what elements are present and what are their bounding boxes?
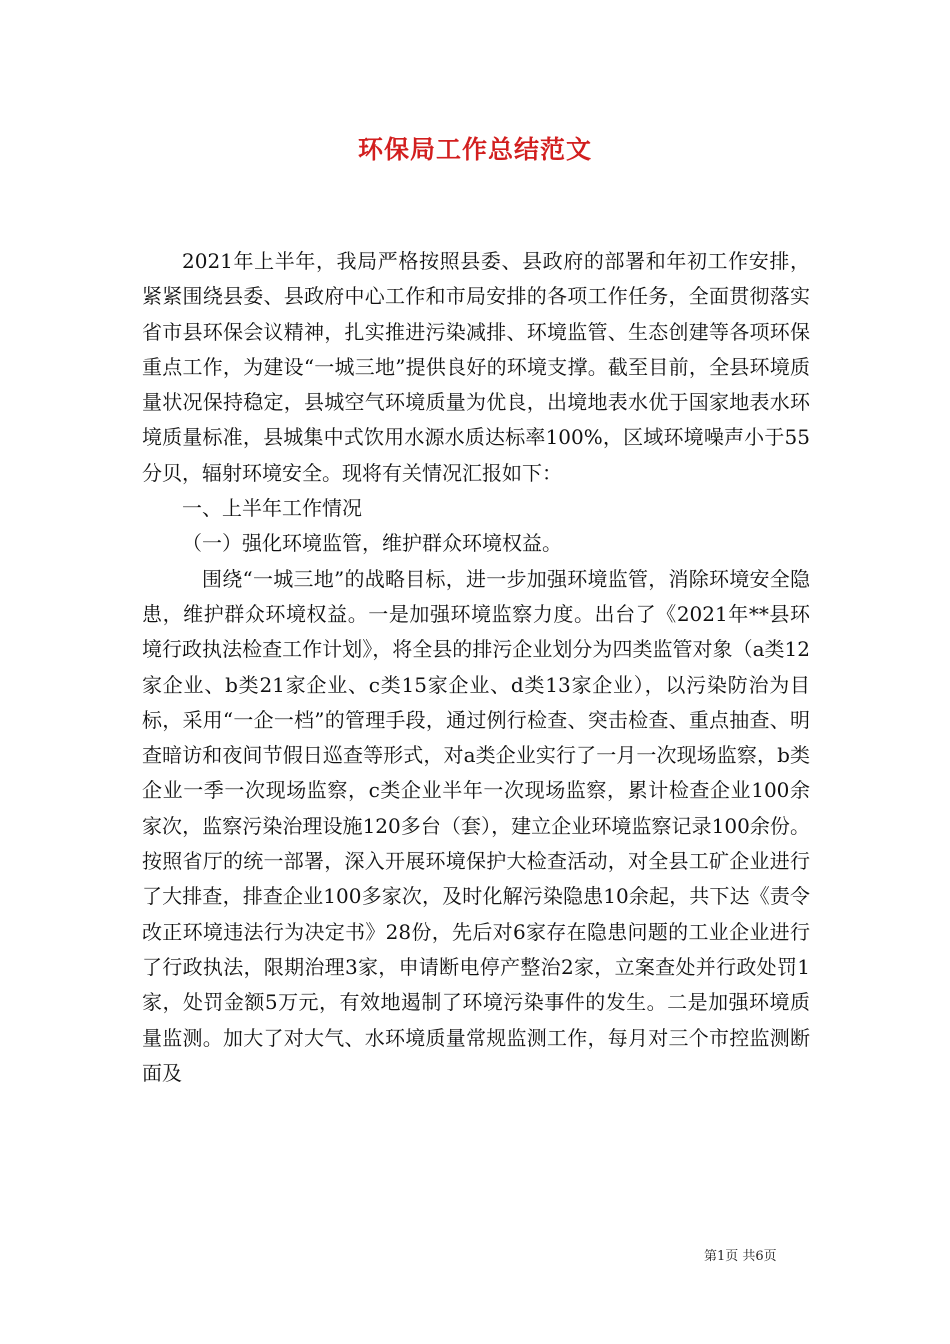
section-heading: 一、上半年工作情况 — [182, 496, 362, 521]
intro-paragraph: 2021年上半年，我局严格按照县委、县政府的部署和年初工作安排，紧紧围绕县委、县政府中心工作和市局安排的各项工作任务，全面贯彻落实省市县环保会议精神，扎实推进污染减排、环境监管、生态创建等各项环保重点工作，为建设“一城三地”提供良好的环境支撑。截至目前，全县环境质量状况保持稳定，县城空气环境质量为优良，出境地表水优于国家地表水环境质量标准，县城集中式饮用水源水质达标率100%，区域环境噪声小于55分贝，辐射环境安全。现将有关情况汇报如下： — [142, 249, 810, 485]
document-body — [142, 244, 810, 1091]
page-number: 第1页 共6页 — [704, 1249, 777, 1264]
document-title: 环保局工作总结范文 — [357, 135, 592, 164]
subsection-heading: （一）强化环境监管，维护群众环境权益。 — [182, 531, 562, 556]
body-paragraph: 围绕“一城三地”的战略目标，进一步加强环境监管，消除环境安全隐患，维护群众环境权益。一是加强环境监察力度。出台了《2021年**县环境行政执法检查工作计划》，将全县的排污企业划分为四类监管对象（a类12家企业、b类21家企业、c类15家企业、d类13家企业），以污染防治为目标，采用“一企一档”的管理手段，通过例行检查、突击检查、重点抽查、明查暗访和夜间节假日巡查等形式，对a类企业实行了一月一次现场监察，b类企业一季一次现场监察，c类企业半年一次现场监察，累计检查企业100余家次，监察污染治理设施120多台（套），建立企业环境监察记录100余份。按照省厅的统一部署，深入开展环境保护大检查活动，对全县工矿企业进行了大排查，排查企业100多家次，及时化解污染隐患10余起，共下达《责令改正环境违法行为决定书》28份，先后对6家存在隐患问题的工业企业进行了行政执法，限期治理3家，申请断电停产整治2家，立案查处并行政处罚1家，处罚金额5万元，有效地遏制了环境污染事件的发生。二是加强环境质量监测。加大了对大气、水环境质量常规监测工作，每月对三个市控监测断面及 — [142, 566, 810, 1085]
